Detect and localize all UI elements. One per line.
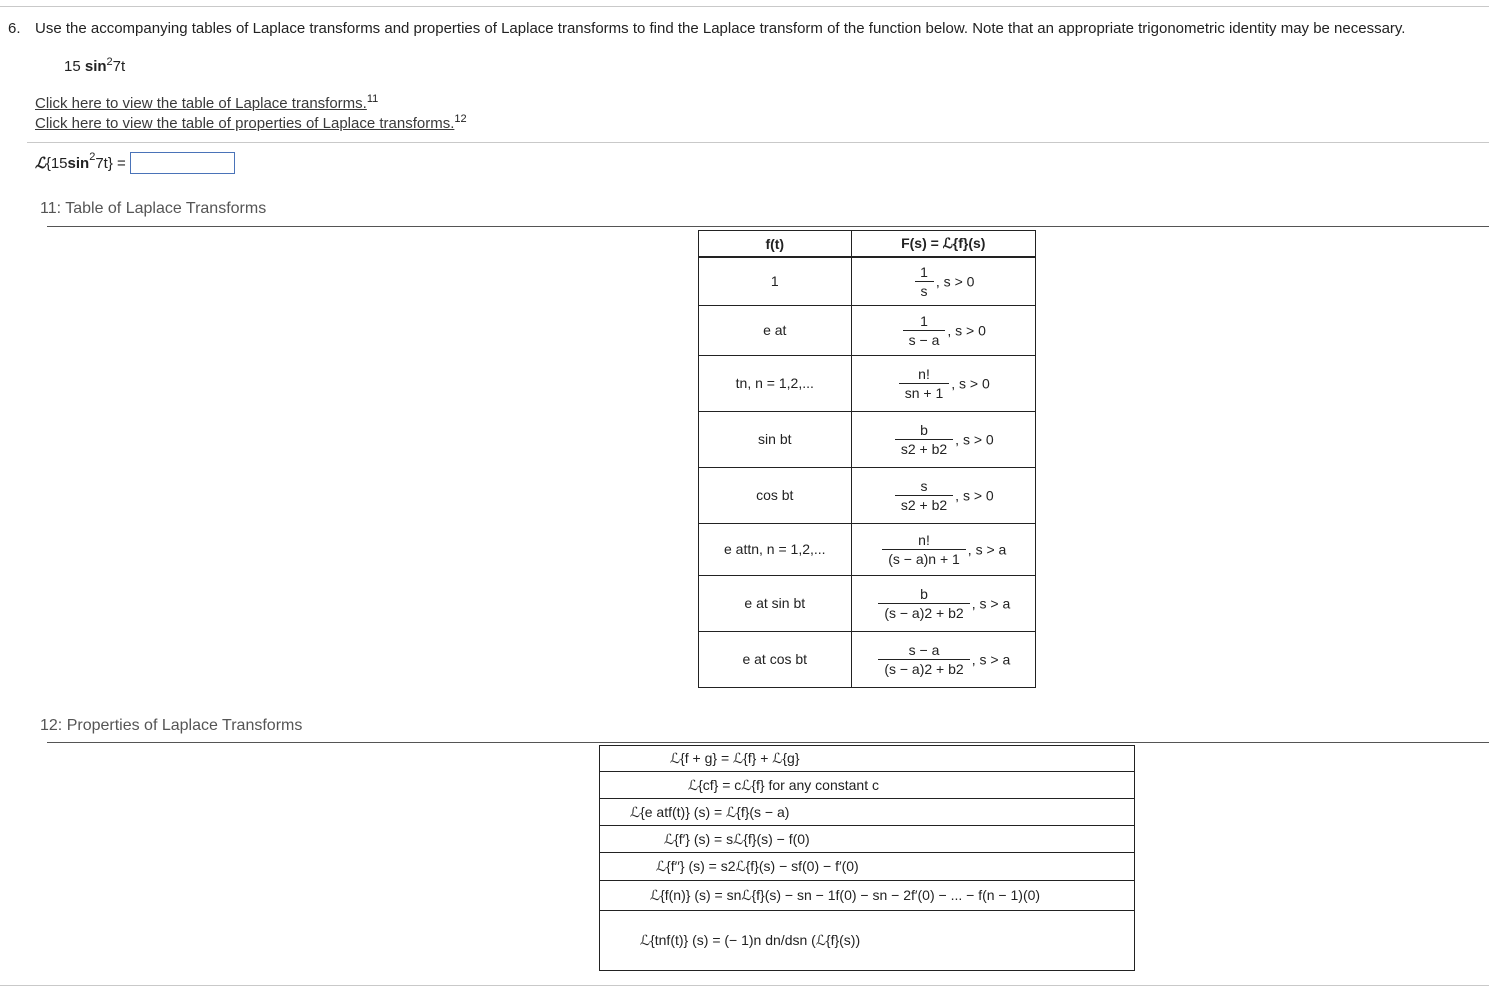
fraction-denominator: s2 + b2 (895, 439, 953, 457)
transform-condition: , s > 0 (955, 431, 994, 447)
laplace-table-row (699, 631, 1036, 687)
property-formula: ℒ{f + g} = ℒ{f} + ℒ{g} (670, 750, 800, 766)
transform-fraction (895, 478, 953, 513)
function-coefficient: 15 (64, 58, 81, 75)
transform-ft-cell: e at (699, 305, 852, 355)
fraction-numerator: 1 (920, 312, 928, 329)
answer-lhs-exp: 2 (89, 151, 96, 163)
property-row (600, 746, 1135, 772)
transform-fs-cell (851, 523, 1035, 575)
property-cell (600, 746, 1135, 772)
transform-ft-cell: e attn, n = 1,2,... (699, 523, 852, 575)
fraction-denominator: (s − a)2 + b2 (878, 603, 969, 621)
transform-condition: , s > 0 (955, 487, 994, 503)
question-text: Use the accompanying tables of Laplace transforms and properties of Laplace transforms to find the Laplace transform of the function below. Note that an appropriate trigonometric identity may be necessary. (35, 20, 1406, 37)
properties-table-link[interactable]: Click here to view the table of properties of Laplace transforms. (35, 115, 455, 132)
section12-title: 12: Properties of Laplace Transforms (40, 717, 303, 734)
transform-condition: , s > 0 (947, 322, 986, 338)
transform-fraction (914, 264, 934, 299)
transform-ft-cell: sin bt (699, 411, 852, 467)
transform-ft-cell: e at cos bt (699, 631, 852, 687)
laplace-table-row (699, 523, 1036, 575)
fraction-numerator: n! (918, 531, 930, 548)
section12-divider (47, 742, 1489, 743)
function-exponent: 2 (106, 56, 113, 68)
transform-fraction (903, 313, 946, 348)
property-row (600, 881, 1135, 911)
property-formula: ℒ{e atf(t)} (s) = ℒ{f}(s − a) (630, 803, 790, 820)
transforms-table-link[interactable]: Click here to view the table of Laplace transforms. (35, 95, 367, 112)
transform-ft-cell: cos bt (699, 467, 852, 523)
laplace-table-row (699, 467, 1036, 523)
links-divider (27, 142, 1489, 143)
transform-fraction (878, 586, 969, 621)
laplace-table-row (699, 257, 1036, 305)
function-expression (64, 58, 125, 75)
fraction-denominator: (s − a)n + 1 (882, 549, 966, 567)
section11-title: 11: Table of Laplace Transforms (40, 200, 267, 217)
laplace-properties-table (599, 745, 1135, 971)
property-formula: ℒ{tnf(t)} (s) = (− 1)n dn/dsn (ℒ{f}(s)) (640, 932, 861, 948)
transform-fraction (895, 422, 953, 457)
answer-lhs-open: {15 (45, 154, 68, 172)
property-cell (600, 911, 1135, 971)
header-fs: F(s) = ℒ{f}(s) (851, 231, 1035, 258)
fraction-denominator: (s − a)2 + b2 (878, 659, 969, 677)
answer-lhs-fn: sin (67, 154, 90, 172)
fraction-numerator: 1 (920, 263, 928, 280)
transform-ft-cell: e at sin bt (699, 575, 852, 631)
transform-condition: , s > a (971, 595, 1011, 611)
laplace-table-row (699, 575, 1036, 631)
laplace-symbol: ℒ (35, 154, 46, 172)
fraction-numerator: s − a (908, 641, 940, 658)
function-argument: 7t (112, 58, 126, 75)
transform-fs-cell (851, 575, 1035, 631)
fraction-denominator: s (915, 281, 934, 299)
transform-ft-cell: tn, n = 1,2,... (699, 355, 852, 411)
laplace-table-header (699, 231, 1036, 258)
property-row (600, 826, 1135, 853)
transform-condition: , s > 0 (951, 375, 990, 391)
transform-fraction (878, 642, 969, 677)
property-row (600, 799, 1135, 826)
transform-condition: , s > a (967, 541, 1007, 557)
property-cell (600, 853, 1135, 881)
laplace-transforms-table (698, 230, 1036, 688)
properties-ref: 12 (454, 113, 467, 125)
transform-fraction (899, 366, 950, 401)
fraction-numerator: n! (918, 365, 930, 382)
property-formula: ℒ{f′} (s) = sℒ{f}(s) − f(0) (664, 830, 810, 847)
fraction-numerator: b (920, 585, 928, 602)
property-cell (600, 772, 1135, 799)
fraction-denominator: sn + 1 (899, 383, 950, 401)
laplace-table-row (699, 355, 1036, 411)
properties-link-row (35, 115, 467, 132)
transform-fs-cell (851, 355, 1035, 411)
question-number: 6. (8, 20, 21, 37)
transform-fs-cell (851, 257, 1035, 305)
property-formula: ℒ{f′′} (s) = s2ℒ{f}(s) − sf(0) − f′(0) (656, 858, 859, 874)
answer-row (35, 152, 235, 174)
fraction-denominator: s2 + b2 (895, 495, 953, 513)
transform-condition: , s > a (971, 651, 1011, 667)
transform-fraction (882, 532, 966, 567)
property-row (600, 772, 1135, 799)
transforms-link-row (35, 95, 378, 112)
transform-condition: , s > 0 (935, 273, 975, 290)
property-cell (600, 881, 1135, 911)
laplace-table-row (699, 411, 1036, 467)
answer-lhs-close: 7t} = (95, 154, 126, 172)
property-row (600, 853, 1135, 881)
fraction-denominator: s − a (903, 330, 946, 348)
function-name: sin (84, 58, 107, 75)
property-cell (600, 799, 1135, 826)
transform-fs-cell (851, 411, 1035, 467)
fraction-numerator: b (920, 421, 928, 438)
section11-divider (47, 226, 1489, 227)
property-row (600, 911, 1135, 971)
transform-ft-cell: 1 (699, 257, 852, 305)
transform-fs-cell (851, 305, 1035, 355)
top-divider (0, 6, 1489, 7)
transforms-ref: 11 (366, 93, 379, 105)
transform-fs-cell (851, 467, 1035, 523)
transform-fs-cell (851, 631, 1035, 687)
property-formula: ℒ{f(n)} (s) = snℒ{f}(s) − sn − 1f(0) − sn − 2f′(0) − ... − f(n − 1)(0) (650, 887, 1041, 903)
fraction-numerator: s (920, 477, 928, 494)
header-ft: f(t) (699, 231, 852, 258)
property-formula: ℒ{cf} = cℒ{f} for any constant c (688, 776, 879, 793)
answer-input[interactable] (130, 152, 235, 174)
property-cell (600, 826, 1135, 853)
laplace-table-row (699, 305, 1036, 355)
